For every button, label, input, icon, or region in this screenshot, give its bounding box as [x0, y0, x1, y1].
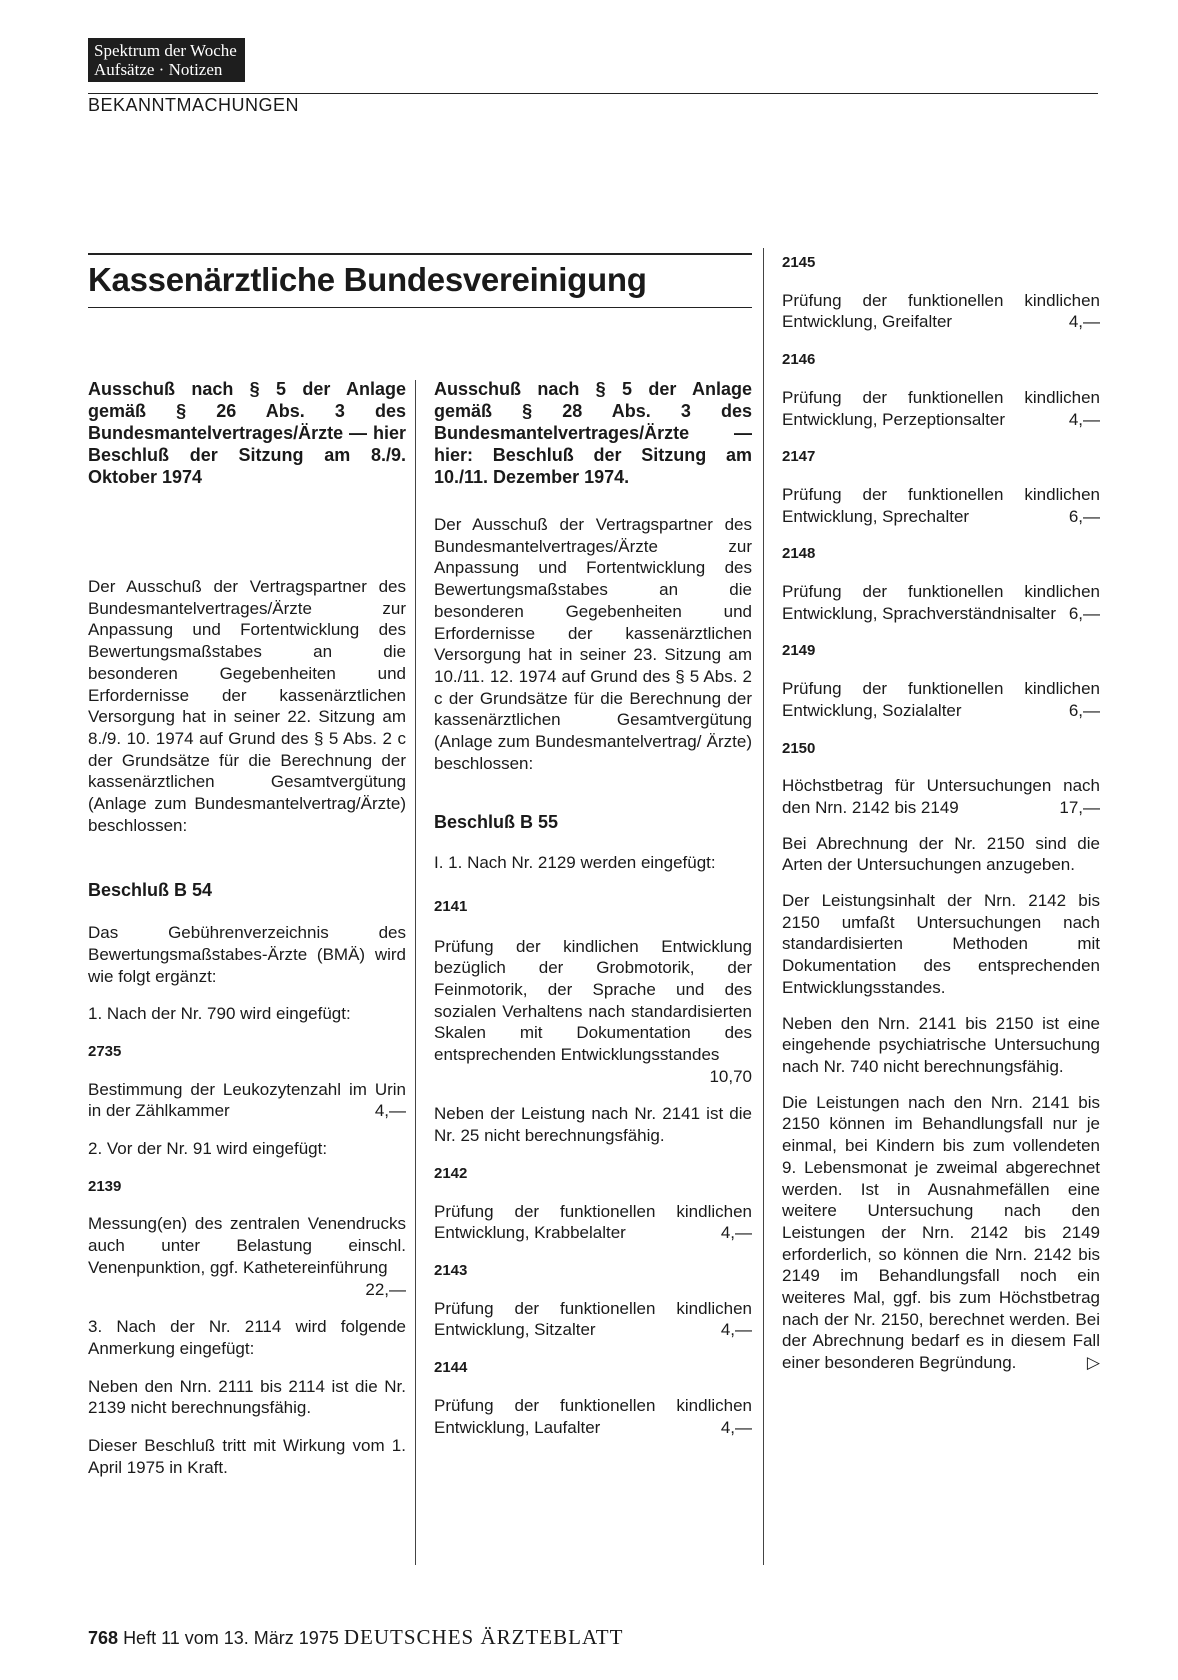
item-price: 22,—: [365, 1279, 406, 1299]
section-tag: [88, 38, 245, 82]
section-tag-line1: Spektrum der Woche: [94, 41, 237, 60]
section-tag-line2: Aufsätze · Notizen: [94, 60, 223, 79]
col1-intro: Der Ausschuß der Vertragspartner des Bundesmantelvertrages/Ärzte zur Anpassung und Fortentwicklung des Bewertungsmaßstabes an die besonderen Gegebenheiten und Erfordernisse der kassenärztlichen Versorgung hat in seiner 22. Sitzung am 8./9. 10. 1974 auf Grund des § 5 Abs. 2 c der Grundsätze für die Berechnung der kassenärztlichen Gesamtvergütung (Anlage zum Bundesmantelvertrag/Ärzte) beschlossen:: [88, 577, 406, 835]
issue-info: Heft 11 vom 13. März 1975: [123, 1628, 339, 1648]
col1-code-2139: 2139: [88, 1177, 122, 1195]
title-rule-bottom: [88, 307, 752, 308]
col3-code-2147: 2147: [782, 448, 816, 466]
column-1: [88, 378, 406, 1479]
col1-code-2735: 2735: [88, 1042, 122, 1060]
col2-item-2144: [434, 1395, 752, 1438]
item-text: Prüfung der funktionellen kindlichen Entwicklung, Sprachverständnisalter: [782, 582, 1100, 623]
item-text: Prüfung der funktionellen kindlichen Entwicklung, Sprechalter: [782, 484, 1100, 526]
col3-code-2145: 2145: [782, 254, 816, 271]
item-text: Messung(en) des zentralen Venendrucks auch unter Belastung einschl. Venenpunktion, ggf. Kathetereinführung: [88, 1214, 406, 1277]
item-price: 6,—: [1068, 700, 1100, 720]
col1-p2: 1. Nach der Nr. 790 wird eingefügt:: [88, 1004, 351, 1024]
col1-item-2735: [88, 1079, 406, 1122]
item-text: Prüfung der funktionellen kindlichen Entwicklung, Krabbelalter: [434, 1201, 752, 1243]
col3-p4: [782, 1092, 1100, 1374]
continue-arrow-icon: ▷: [1086, 1353, 1100, 1373]
col2-code-2141: 2141: [434, 897, 468, 915]
col1-p1: Das Gebührenverzeichnis des Bewertungsmaßstabes-Ärzte (BMÄ) wird wie folgt ergänzt:: [88, 923, 406, 986]
item-text: Prüfung der funktionellen kindlichen Entwicklung, Sitzalter: [434, 1298, 752, 1340]
item-price: 10,70: [709, 1066, 752, 1086]
item-price: 17,—: [1059, 797, 1100, 817]
col3-code-2148: 2148: [782, 545, 816, 563]
col3-code-2149: 2149: [782, 642, 816, 660]
item-price: 6,—: [1068, 603, 1100, 623]
column-divider-2: [763, 248, 764, 1565]
column-divider-1: [415, 380, 416, 1565]
section-label: BEKANNTMACHUNGEN: [88, 95, 300, 115]
col2-heading: Ausschuß nach § 5 der Anlage gemäß § 28 Abs. 3 des Bundesmantelvertrages/Ärzte — hier: Beschluß der Sitzung am 10./11. Dezember 1974.: [434, 379, 752, 487]
col1-item-2139: [88, 1213, 406, 1300]
page-footer: [88, 1625, 623, 1650]
column-3: [782, 252, 1100, 1374]
title-rule-top: [88, 253, 752, 255]
col3-code-2146: 2146: [782, 351, 816, 369]
masthead: DEUTSCHES ÄRZTEBLATT: [343, 1625, 624, 1649]
col2-code-2144: 2144: [434, 1359, 468, 1377]
col1-p5: Neben den Nrn. 2111 bis 2114 ist die Nr. 2139 nicht berechnungsfähig.: [88, 1376, 406, 1418]
col3-p3: Neben den Nrn. 2141 bis 2150 ist eine eingehende psychiatrische Untersuchung nach Nr. 740 nicht berechnungsfähig.: [782, 1013, 1100, 1076]
col3-p1: Bei Abrechnung der Nr. 2150 sind die Arten der Untersuchungen anzugeben.: [782, 833, 1100, 875]
item-price: 4,—: [1068, 409, 1100, 429]
item-price: 4,—: [720, 1320, 752, 1340]
page-number: 768: [88, 1628, 119, 1648]
col2-code-2142: 2142: [434, 1164, 468, 1182]
header-rule: [88, 93, 1098, 94]
col2-intro: Der Ausschuß der Vertragspartner des Bundesmantelvertrages/Ärzte zur Anpassung und Fortentwicklung des Bewertungsmaßstabes an die besonderen Gegebenheiten und Erfordernisse der kassenärztlichen Versorgung hat in seiner 23. Sitzung am 10./11. 12. 1974 auf Grund des § 5 Abs. 2 c der Grundsätze für die Berechnung der kassenärztlichen Gesamtvergütung (Anlage zum Bundesmantelvertrag/ Ärzte) beschlossen:: [434, 515, 752, 773]
col2-item-2143: [434, 1298, 752, 1341]
column-2: [434, 378, 752, 1438]
page-title: Kassenärztliche Bundesvereinigung: [88, 261, 647, 298]
item-text: Bestimmung der Leukozytenzahl im Urin in der Zählkammer: [88, 1079, 406, 1121]
col3-item-2150: [782, 775, 1100, 818]
item-price: 4,—: [1068, 312, 1100, 332]
item-text: Prüfung der funktionellen kindlichen Entwicklung, Perzeptionsalter: [782, 387, 1100, 429]
col2-p1: I. 1. Nach Nr. 2129 werden eingefügt:: [434, 853, 716, 873]
col3-item-2149: [782, 678, 1100, 721]
item-text: Prüfung der funktionellen kindlichen Entwicklung, Sozialalter: [782, 679, 1100, 720]
col2-item-2142: [434, 1201, 752, 1244]
col1-beschluss: Beschluß B 54: [88, 880, 213, 901]
item-text: Prüfung der kindlichen Entwicklung bezüglich der Grobmotorik, der Feinmotorik, der Sprache und des sozialen Verhaltens nach standardisierten Skalen mit Dokumentation des entsprechenden Entwicklungsstandes: [434, 936, 752, 1065]
item-text: Höchstbetrag für Untersuchungen nach den Nrn. 2142 bis 2149: [782, 776, 1100, 817]
col3-item-2145: [782, 290, 1100, 333]
col1-p3: 2. Vor der Nr. 91 wird eingefügt:: [88, 1139, 328, 1159]
col2-item-2141: [434, 936, 752, 1088]
item-text: Prüfung der funktionellen kindlichen Entwicklung, Greifalter: [782, 290, 1100, 332]
col2-beschluss: Beschluß B 55: [434, 812, 559, 833]
col2-p2: Neben der Leistung nach Nr. 2141 ist die Nr. 25 nicht berechnungsfähig.: [434, 1104, 752, 1146]
col3-item-2148: [782, 581, 1100, 624]
col3-item-2147: [782, 484, 1100, 527]
col3-p4-text: Die Leistungen nach den Nrn. 2141 bis 2150 können im Behandlungsfall nur je einmal, bei Kindern bis zum vollendeten 9. Lebensmonat je zweimal abgerechnet werden. Ist in Ausnahmefällen eine weitere Untersuchung nach den Leistungen der Nrn. 2142 bis 2149 erforderlich, so können die Nrn. 2142 bis 2149 im Behandlungsfall noch ein weiteres Mal, ggf. bis zum Höchstbetrag nach der Nr. 2150, berechnet werden. Bei der Abrechnung bedarf es in diesem Fall einer besonderen Begründung.: [782, 1092, 1100, 1373]
col3-p2: Der Leistungsinhalt der Nrn. 2142 bis 2150 umfaßt Untersuchungen nach standardisierten Methoden mit Dokumentation des entsprechenden Entwicklungsstandes.: [782, 891, 1100, 997]
col1-p6: Dieser Beschluß tritt mit Wirkung vom 1. April 1975 in Kraft.: [88, 1436, 406, 1477]
col3-item-2146: [782, 387, 1100, 430]
item-price: 4,—: [720, 1417, 752, 1437]
item-price: 4,—: [374, 1101, 406, 1121]
col3-code-2150: 2150: [782, 739, 816, 757]
col2-code-2143: 2143: [434, 1261, 468, 1279]
item-price: 6,—: [1068, 506, 1100, 526]
item-price: 4,—: [720, 1223, 752, 1243]
item-text: Prüfung der funktionellen kindlichen Entwicklung, Laufalter: [434, 1395, 752, 1437]
col1-p4: 3. Nach der Nr. 2114 wird folgende Anmerkung eingefügt:: [88, 1317, 406, 1358]
col1-heading: Ausschuß nach § 5 der Anlage gemäß § 26 Abs. 3 des Bundesmantelvertrages/Ärzte — hier Beschluß der Sitzung am 8./9. Oktober 1974: [88, 379, 406, 487]
